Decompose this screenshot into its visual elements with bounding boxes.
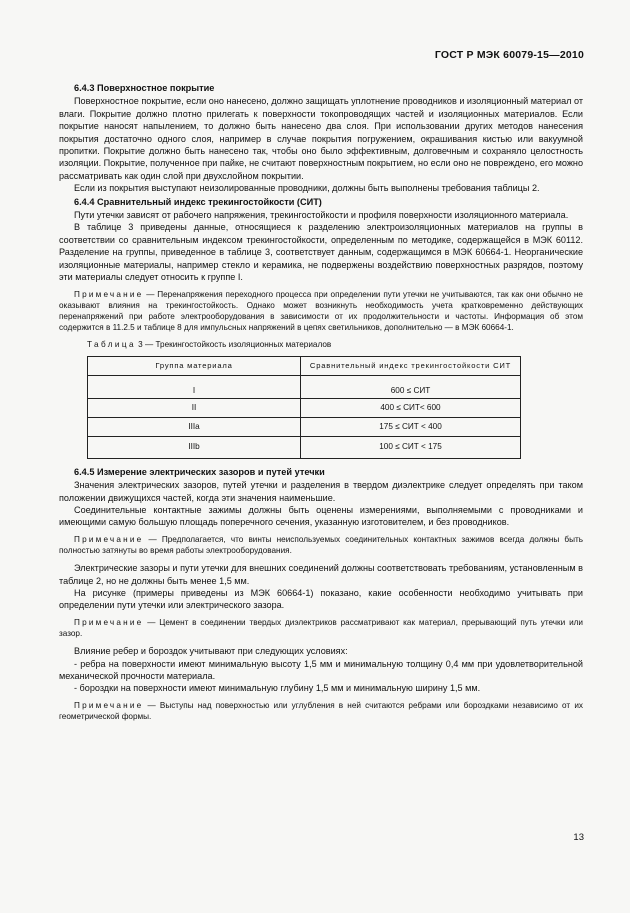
section-title-644: 6.4.4 Сравнительный индекс трекингостойкости (СИТ) [74, 196, 322, 207]
note [59, 700, 583, 722]
table-row [88, 436, 521, 458]
note-text: — Перенапряжения переходного процесса при определении пути утечки не учитываются, так как они обычно не оказывают влияния на трекингостойкость. Однако может возникнуть необходимость учета кратковременно действующих перенапряжений при работе электрооборудования в зависимости от их продолжительности и частоты. Информация об этом содержится в 11.2.5 и таблице 8 для импульсных напряжений в цепях светильников, дополнительно — в МЭК 60664-1. [59, 289, 583, 333]
table-caption-text: 3 — Трекингостойкость изоляционных материалов [135, 340, 332, 350]
table-caption-label: Таблица [87, 340, 136, 350]
note-label: Примечание [74, 534, 144, 544]
table-header-cell: Группа материала [88, 356, 301, 375]
table-header-cell: Сравнительный индекс трекингостойкости СИТ [301, 356, 521, 375]
table-caption [87, 339, 583, 351]
note [59, 617, 583, 639]
section-title-645: 6.4.5 Измерение электрических зазоров и путей утечки [74, 466, 325, 477]
paragraph: Электрические зазоры и пути утечки для внешних соединений должны соответствовать требованиям, установленным в таблице 2, но не должны быть менее 1,5 мм. [59, 563, 583, 586]
list-item: - ребра на поверхности имеют минимальную высоту 1,5 мм и минимальную толщину 0,4 мм при удовлетворительной механической прочности материала. [59, 658, 583, 681]
table-row [88, 417, 521, 436]
note-label: Примечание [74, 617, 144, 627]
paragraph: Если из покрытия выступают неизолированные проводники, должны быть выполнены требования таблицы 2. [74, 183, 540, 194]
tracking-index-table [87, 356, 521, 459]
section-title-643: 6.4.3 Поверхностное покрытие [74, 83, 215, 93]
page-content [59, 82, 583, 728]
list-item: - бороздки на поверхности имеют минимальную глубину 1,5 мм и минимальную ширину 1,5 мм. [74, 683, 481, 694]
note-text: — Выступы над поверхностью или углубления в ней считаются ребрами или бороздками независимо от их геометрической формы. [59, 700, 583, 722]
note-label: Примечание [74, 700, 144, 710]
table-cell: 600 ≤ СИТ [301, 375, 521, 398]
note-text: — Цемент в соединении твердых диэлектриков рассматривают как материал, прерывающий путь утечки или зазор. [59, 617, 583, 638]
table-cell: 100 ≤ СИТ < 175 [301, 436, 521, 458]
note-text: — Предполагается, что винты неиспользуемых соединительных контактных зажимов всегда должны быть полностью затянуты во время работы электрооборудования. [59, 534, 583, 555]
paragraph: Значения электрических зазоров, путей утечки и разделения в твердом диэлектрике следует определять при таком положении движущихся частей, когда эти значения наименьшие. [59, 480, 583, 503]
paragraph: Соединительные контактные зажимы должны быть оценены измерениями, выполняемыми с проводниками и имеющими самую большую площадь поперечного сечения, указанную изготовителем, и без проводников. [59, 504, 583, 528]
table-cell: II [88, 398, 301, 417]
table-row [88, 398, 521, 417]
table-cell: IIIa [88, 417, 301, 436]
table-cell: 175 ≤ СИТ < 400 [301, 417, 521, 436]
note [59, 534, 583, 556]
table-cell: I [88, 375, 301, 398]
paragraph: Влияние ребер и бороздок учитывают при следующих условиях: [74, 646, 348, 657]
table-cell: IIIb [88, 436, 301, 458]
table-row [88, 375, 521, 398]
page-number: 13 [573, 832, 584, 843]
note [59, 289, 583, 334]
paragraph: В таблице 3 приведены данные, относящиеся к разделению электроизоляционных материалов на группы в соответствии со сравнительным индексом трекингостойкости, определенным по методике, содержащейся в МЭК 60112. Разделение на группы, приведенное в таблице 3, соответствует данным, содержащимся в МЭК 60664-1. Неорганические изоляционные материалы, например стекло и керамика, не подвержены воздействию поверхностных разрядов, поэтому эти материалы следует относить к группе I. [59, 222, 583, 283]
paragraph: Пути утечки зависят от рабочего напряжения, трекингостойкости и профиля поверхности изоляционного материала. [74, 210, 569, 221]
table-header-row [88, 356, 521, 375]
paragraph: Поверхностное покрытие, если оно нанесено, должно защищать уплотнение проводников и изоляционный материал от влаги. Покрытие должно плотно прилегать к поверхности токопроводящих частей и изоляционных материалов. Если покрытие наносят напылением, то должно быть нанесено два слоя. При использовании других методов нанесения покрытия достаточно одного слоя, например в случае покрытия погружением, окрашивания кистью или вакуумной пропитки. Покрытие должно быть нанесено так, чтобы оно было эффективным, долговечным и сохраняло целостность изоляции. Покрытие, полученное при пайке, не считают поверхностным покрытием, но если оно не повреждено, его можно рассматривать как один слой при двухслойном покрытии. [59, 96, 583, 181]
doc-code-header: ГОСТ Р МЭК 60079-15—2010 [434, 49, 584, 61]
paragraph: На рисунке (примеры приведены из МЭК 60664-1) показано, какие особенности необходимо учитывать при определении пути утечки или электрического зазора. [59, 587, 583, 611]
note-label: Примечание [74, 289, 144, 299]
table-cell: 400 ≤ СИТ< 600 [301, 398, 521, 417]
